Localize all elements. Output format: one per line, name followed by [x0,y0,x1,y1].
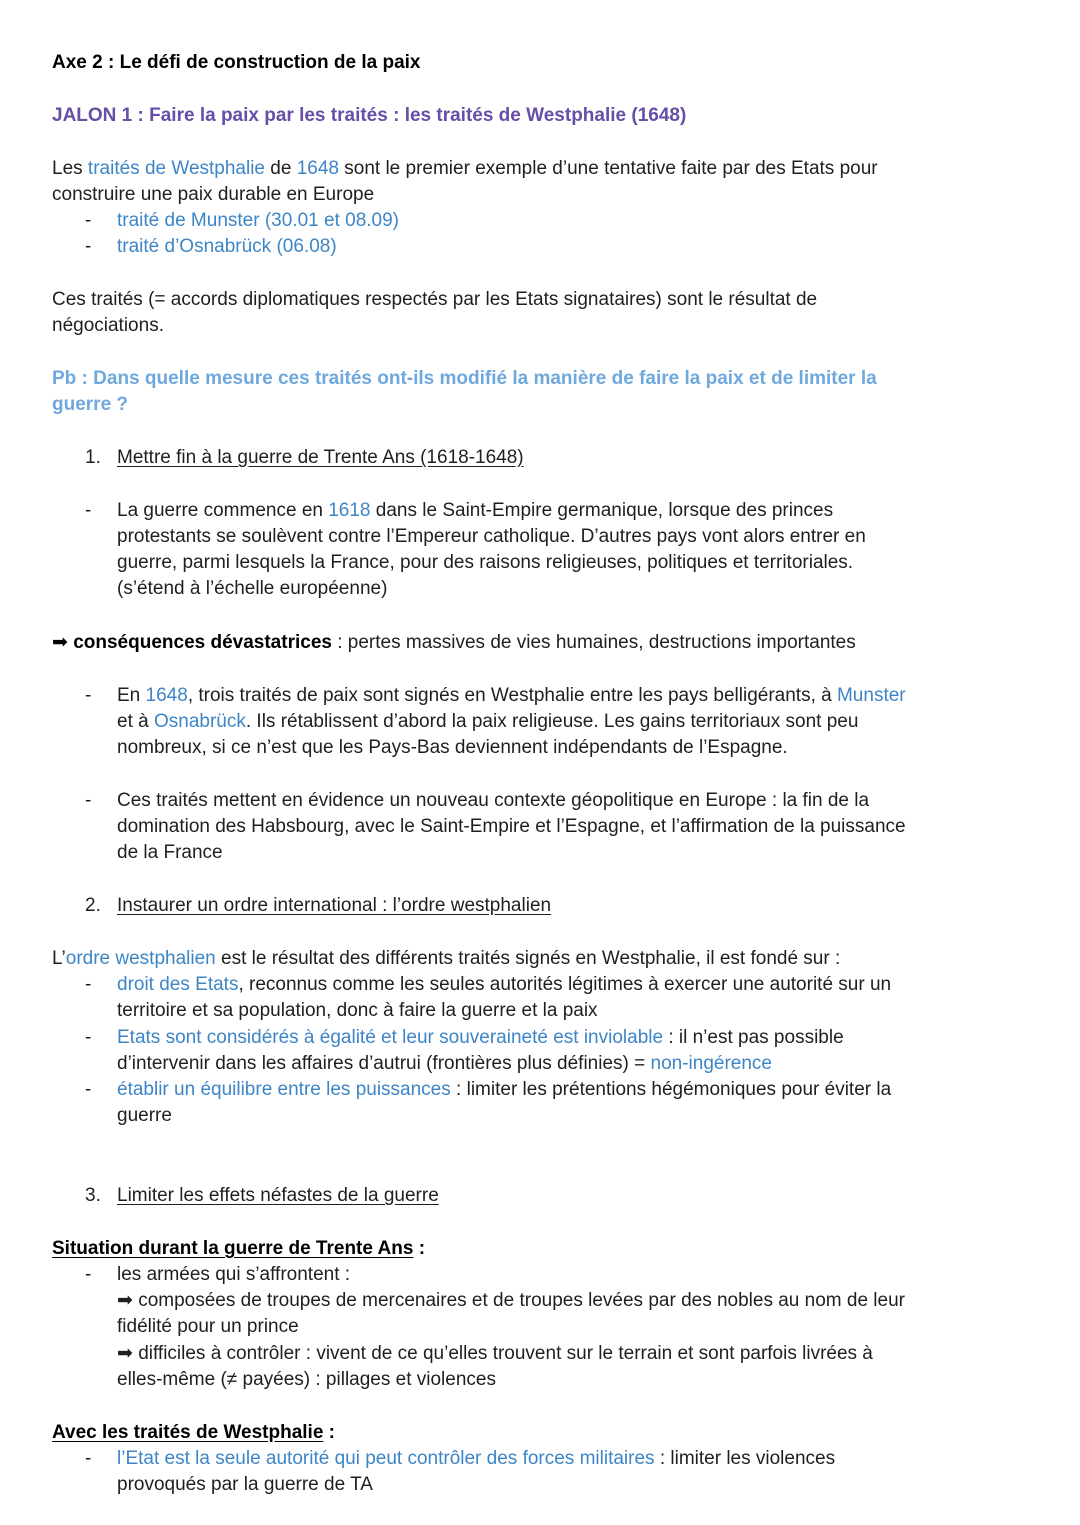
s1-bullet1-line1: La guerre commence en 1618 dans le Saint-Empire germanique, lorsque des princes [117,500,834,521]
section3-title: Limiter les effets néfastes de la guerre [117,1185,439,1206]
ordre-westphalien-intro: L’ordre westphalien est le résultat des différents traités signés en Westphalie, il est fondé sur : [52,948,841,969]
section2-title: Instaurer un ordre international : l’ordre westphalien [117,895,552,916]
s1-bullet3-line3: de la France [117,842,223,863]
bullet-munster: traité de Munster (30.01 et 08.09) [117,210,399,231]
bullet-dash: - [85,210,92,231]
bullet-dash: - [85,1264,92,1285]
section2-number: 2. [85,895,101,916]
problematique-line1: Pb : Dans quelle mesure ces traités ont-ils modifié la manière de faire la paix et de limiter la [52,368,877,389]
axe-title: Axe 2 : Le défi de construction de la paix [52,52,421,73]
s1-bullet3-line1: Ces traités mettent en évidence un nouveau contexte géopolitique en Europe : la fin de la [117,790,870,811]
section1-number: 1. [85,447,101,468]
section1-title: Mettre fin à la guerre de Trente Ans (1618-1648) [117,447,524,468]
s2-bullet2-line2: d’intervenir dans les affaires d’autrui (frontières plus définies) = non-ingérence [117,1053,772,1074]
s3-bullet1-line4: ➡ difficiles à contrôler : vivent de ce qu’elles trouvent sur le terrain et sont parfois livrées à [117,1343,873,1364]
westphalie-link-text: traités de Westphalie [87,158,265,179]
s2-bullet1-line2: territoire et sa population, donc à faire la guerre et la paix [117,1000,598,1021]
arrow-icon: ➡ [52,632,68,653]
s1-bullet1-line3: guerre, parmi lesquels la France, pour des raisons religieuses, politiques et territoriales. [117,552,854,573]
situation-heading: Situation durant la guerre de Trente Ans : [52,1238,426,1259]
s3-bullet2-line1: l’Etat est la seule autorité qui peut contrôler des forces militaires : limiter les violences [117,1448,836,1469]
s3-bullet1-line2: ➡ composées de troupes de mercenaires et de troupes levées par des nobles au nom de leur [117,1290,905,1311]
section3-number: 3. [85,1185,101,1206]
s1-bullet2-line2: et à Osnabrück. Ils rétablissent d’abord la paix religieuse. Les gains territoriaux sont peu [117,711,859,732]
bullet-dash: - [85,1027,92,1048]
s2-bullet3-line1: établir un équilibre entre les puissances : limiter les prétentions hégémoniques pour éviter la [117,1079,892,1100]
bullet-dash: - [85,1448,92,1469]
s3-bullet1-line1: les armées qui s’affrontent : [117,1264,351,1285]
s1-bullet1-line4: (s’étend à l’échelle européenne) [117,578,388,599]
intro-paragraph-line2: construire une paix durable en Europe [52,184,375,205]
s3-bullet1-line3: fidélité pour un prince [117,1316,299,1337]
bullet-dash: - [85,236,92,257]
consequences-line: ➡ conséquences dévastatrices : pertes massives de vies humaines, destructions importantes [52,632,856,653]
s2-bullet2-line1: Etats sont considérés à égalité et leur souveraineté est inviolable : il n’est pas possible [117,1027,844,1048]
jalon-title: JALON 1 : Faire la paix par les traités : les traités de Westphalie (1648) [52,105,687,126]
intro-paragraph-line1: Les traités de Westphalie de 1648 sont le premier exemple d’une tentative faite par des Etats pour [52,158,878,179]
s1-bullet1-line2: protestants se soulèvent contre l’Empereur catholique. D’autres pays vont alors entrer en [117,526,866,547]
bullet-osnabruck: traité d’Osnabrück (06.08) [117,236,337,257]
s3-bullet1-line5: elles-même (≠ payées) : pillages et violences [117,1369,496,1390]
bullet-dash: - [85,1079,92,1100]
traites-definition-line1: Ces traités (= accords diplomatiques respectés par les Etats signataires) sont le résultat de [52,289,818,310]
avec-traites-heading: Avec les traités de Westphalie : [52,1422,336,1443]
s3-bullet2-line2: provoqués par la guerre de TA [117,1474,373,1495]
s2-bullet3-line2: guerre [117,1105,172,1126]
s1-bullet2-line1: En 1648, trois traités de paix sont signés en Westphalie entre les pays belligérants, à Munster [117,685,906,706]
year-1648: 1648 [296,158,339,179]
bullet-dash: - [85,685,92,706]
s1-bullet2-line3: nombreux, si ce n’est que les Pays-Bas deviennent indépendants de l’Espagne. [117,737,788,758]
traites-definition-line2: négociations. [52,315,164,336]
bullet-dash: - [85,500,92,521]
s1-bullet3-line2: domination des Habsbourg, avec le Saint-Empire et l’Espagne, et l’affirmation de la puissance [117,816,906,837]
problematique-line2: guerre ? [52,394,129,415]
s2-bullet1-line1: droit des Etats, reconnus comme les seules autorités légitimes à exercer une autorité sur un [117,974,892,995]
bullet-dash: - [85,974,92,995]
bullet-dash: - [85,790,92,811]
